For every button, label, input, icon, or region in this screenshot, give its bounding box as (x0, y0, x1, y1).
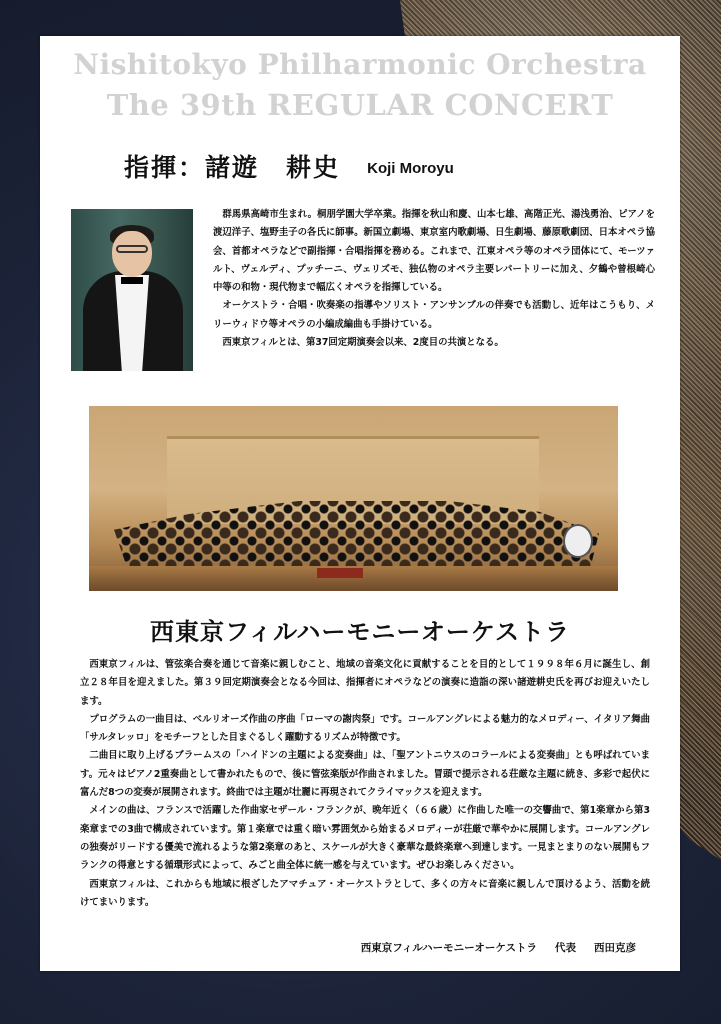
description-paragraph: プログラムの一曲目は、ベルリオーズ作曲の序曲「ローマの謝肉祭」です。コールアングレによる魅力的なメロディー、イタリア舞曲「サルタレッロ」をモチーフとした目まぐるしく躍動するリズムが特徴です。 (80, 713, 650, 744)
description-paragraph: メインの曲は、フランスで活躍した作曲家セザール・フランクが、晩年近く（６６歳）に作曲した唯一の交響曲で、第1楽章から第3楽章までの3曲で構成されています。第１楽章では重く暗い雰囲気から始まるメロディーが荘厳で華やかに展開します。コールアングレの独奏がリードする優美で流れるような第2楽章のあと、スケールが大きく豪華な最終楽章へ到達します。一見まとまりのない展開もフランクの得意とする循環形式によって、みごと曲全体に統一感を与えています。ぜひお楽しみください。 (80, 805, 650, 872)
description-paragraph: 西東京フィルは、これからも地域に根ざしたアマチュア・オーケストラとして、多くの方々に音楽に親しんで頂けるよう、活動を続けてまいります。 (80, 878, 650, 908)
header-title-line1: Nishitokyo Philharmonic Orchestra (73, 48, 647, 81)
description-paragraph: 二曲目に取り上げるブラームスの「ハイドンの主題による変奏曲」は、「聖アントニウスのコラールによる変奏曲」とも呼ばれています。元々はピアノ2重奏曲として書かれたもので、後に管弦楽版が作曲されました。冒頭で提示される荘厳な主題に続き、多彩で起伏に富んだ8つの変奏が展開されます。終曲では主題が壮麗に再現されてクライマックスを迎えます。 (80, 750, 650, 799)
bio-paragraph: オーケストラ・合唱・吹奏楽の指導やソリスト・アンサンブルの伴奏でも活動し、近年はこうもり、メリーウィドウ等オペラの小編成編曲も手掛けている。 (213, 300, 655, 330)
conductor-name-en: Koji Moroyu (367, 160, 454, 177)
orchestra-photo (89, 406, 618, 591)
flyer-page (40, 36, 680, 971)
orchestra-name-heading: 西東京フィルハーモニーオーケストラ (150, 618, 570, 646)
conductor-heading (124, 148, 454, 184)
bio-paragraph: 群馬県高崎市生まれ。桐朋学園大学卒業。指揮を秋山和慶、山本七雄、高階正光、湯浅勇治、ピアノを渡辺洋子、塩野圭子の各氏に師事。新国立劇場、東京室内歌劇場、日生劇場、藤原歌劇団、日本オペラ協会、首都オペラなどで副指揮・合唱指揮を務める。これまで、江東オペラ等のオペラ団体にて、モーツァルト、ヴェルディ、プッチーニ、ヴェリズモ、独仏物のオペラ主要レパートリーに加え、夕鶴や曾根崎心中等の和物・現代物まで幅広くオペラを指揮している。 (213, 209, 655, 294)
conductor-name-ja: 指揮：諸遊 耕史 (124, 153, 341, 182)
orchestra-description (80, 656, 650, 912)
header-title-line2: The 39th REGULAR CONCERT (106, 88, 614, 122)
signature (361, 940, 636, 955)
bio-paragraph: 西東京フィルとは、第37回定期演奏会以来、2度目の共演となる。 (222, 337, 504, 349)
signature-name: 西田克彦 (594, 942, 636, 954)
description-paragraph: 西東京フィルは、管弦楽合奏を通じて音楽に親しむこと、地域の音楽文化に貢献することを目的として１９９８年６月に誕生し、創立２８年目を迎えました。第３９回定期演奏会となる今回は、指揮者にオペラなどの演奏に造詣の深い諸遊耕史氏を再びお迎えいたします。 (80, 659, 650, 707)
conductor-photo (71, 209, 193, 371)
signature-role: 代表 (555, 942, 576, 954)
signature-org: 西東京フィルハーモニーオーケストラ (360, 942, 537, 954)
conductor-bio (213, 206, 655, 352)
